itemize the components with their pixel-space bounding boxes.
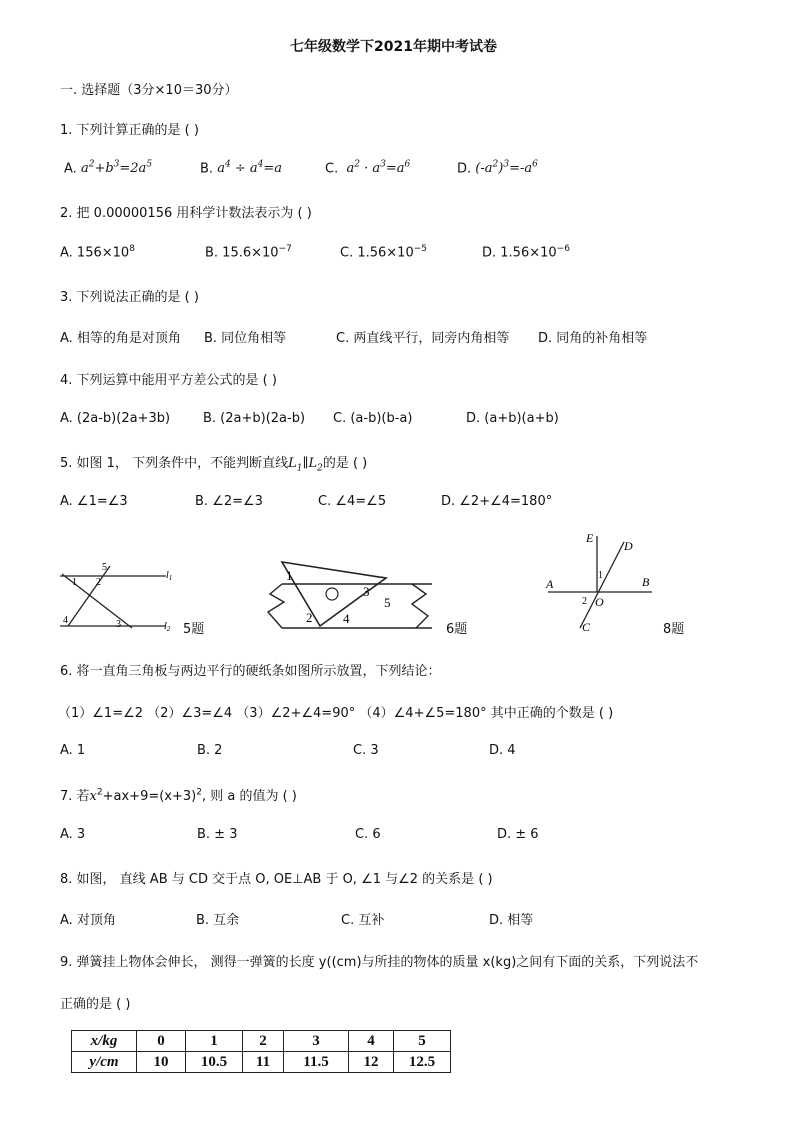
- figure-8-caption: 8题: [663, 622, 685, 637]
- fig5-label-3: 3: [116, 619, 121, 630]
- q5-option-d: D. ∠2+∠4=180°: [441, 494, 553, 509]
- table-cell: 11.5: [284, 1052, 349, 1073]
- q7-option-c: C. 6: [355, 827, 381, 842]
- table-cell: 3: [284, 1031, 349, 1052]
- question-2-stem: 2. 把 0.00000156 用科学计数法表示为 ( ): [60, 206, 312, 221]
- table-cell: 2: [243, 1031, 284, 1052]
- fig6-label-5: 5: [384, 595, 391, 610]
- fig5-label-2: 2: [96, 577, 101, 588]
- q3-option-b: B. 同位角相等: [204, 331, 287, 346]
- q2-option-c: C. $1.56\times 10^{-5}$: [340, 244, 428, 261]
- figure-5: [58, 560, 178, 632]
- table-row: [72, 1031, 451, 1052]
- table-cell: y/cm: [72, 1052, 137, 1073]
- question-3-stem: 3. 下列说法正确的是 ( ): [60, 290, 199, 305]
- q7-option-d: D. ± 6: [497, 827, 539, 842]
- table-cell: 1: [186, 1031, 243, 1052]
- table-cell: 4: [349, 1031, 394, 1052]
- question-7-stem: 7. 若$x^2+ax+9=(x+3)^2$, 则 a 的值为 ( ): [60, 787, 297, 804]
- table-cell: 11: [243, 1052, 284, 1073]
- figure-8: [540, 528, 660, 634]
- fig5-label-1: 1: [72, 577, 77, 588]
- fig8-label-2: 2: [582, 596, 587, 607]
- q5-option-a: A. ∠1=∠3: [60, 494, 128, 509]
- question-5-stem: 5. 如图 1， 下列条件中，不能判断直线$L_1\parallel L_2$的是 ( ): [60, 456, 368, 474]
- q5-option-c: C. ∠4=∠5: [318, 494, 387, 509]
- q2-option-b: B. $15.6\times 10^{-7}$: [205, 244, 292, 261]
- table-cell: 10: [137, 1052, 186, 1073]
- question-9-stem-cont: 正确的是 ( ): [60, 997, 131, 1012]
- fig5-label-5: 5: [102, 562, 107, 573]
- page-title: 七年级数学下2021年期中考试卷: [290, 39, 497, 55]
- fig8-label-B: B: [642, 575, 650, 589]
- fig8-label-D: D: [624, 539, 633, 553]
- table-cell: 5: [394, 1031, 451, 1052]
- table-cell: 12.5: [394, 1052, 451, 1073]
- question-8-stem: 8. 如图， 直线 AB 与 CD 交于点 O, OE⊥AB 于 O, ∠1 与∠2 的关系是 ( ): [60, 872, 493, 887]
- fig6-label-1: 1: [286, 568, 293, 583]
- table-cell: 0: [137, 1031, 186, 1052]
- fig6-label-4: 4: [343, 611, 350, 626]
- q7-option-a: A. 3: [60, 827, 86, 842]
- q2-option-d: D. $1.56\times 10^{-6}$: [482, 244, 570, 261]
- fig5-label-l1: $l_1$: [166, 570, 173, 582]
- q4-option-d: D. (a+b)(a+b): [466, 411, 559, 426]
- q8-option-d: D. 相等: [489, 913, 534, 928]
- q8-option-c: C. 互补: [341, 913, 385, 928]
- q8-option-a: A. 对顶角: [60, 913, 116, 928]
- question-4-stem: 4. 下列运算中能用平方差公式的是 ( ): [60, 373, 277, 388]
- q6-conditions: （1）∠1=∠2 （2）∠3=∠4 （3）∠2+∠4=90° （4）∠4+∠5=180° 其中正确的个数是 ( ): [58, 706, 614, 721]
- section-heading: 一. 选择题（3分×10＝30分）: [60, 83, 238, 98]
- question-9-stem: 9. 弹簧挂上物体会伸长， 测得一弹簧的长度 y((cm)与所挂的物体的质量 x(kg)之间有下面的关系，下列说法不: [60, 955, 699, 970]
- q3-option-d: D. 同角的补角相等: [538, 331, 648, 346]
- figure-5-caption: 5题: [183, 622, 205, 637]
- q6-option-b: B. 2: [197, 743, 223, 758]
- q7-option-b: B. ± 3: [197, 827, 238, 842]
- q4-option-b: B. (2a+b)(2a-b): [203, 411, 306, 426]
- spring-data-table: [71, 1030, 451, 1073]
- table-cell: x/kg: [72, 1031, 137, 1052]
- q5-option-b: B. ∠2=∠3: [195, 494, 263, 509]
- fig5-label-l2: $l_2$: [164, 621, 171, 632]
- figure-6: [262, 552, 442, 632]
- fig8-label-O: O: [595, 595, 604, 609]
- q1-option-c: C. $a^2 \cdot a^3=a^6$: [325, 160, 411, 177]
- q3-option-c: C. 两直线平行，同旁内角相等: [336, 331, 510, 346]
- q8-option-b: B. 互余: [196, 913, 240, 928]
- question-6-stem: 6. 将一直角三角板与两边平行的硬纸条如图所示放置，下列结论：: [60, 664, 441, 679]
- table-row: [72, 1052, 451, 1073]
- q6-option-c: C. 3: [353, 743, 379, 758]
- fig8-label-1: 1: [598, 570, 603, 581]
- table-cell: 10.5: [186, 1052, 243, 1073]
- q6-option-d: D. 4: [489, 743, 516, 758]
- fig5-label-4: 4: [63, 615, 68, 626]
- fig6-label-2: 2: [306, 610, 313, 625]
- figure-6-caption: 6题: [446, 622, 468, 637]
- q4-option-c: C. (a-b)(b-a): [333, 411, 413, 426]
- q1-option-b: B. $a^4 \div a^4=a$: [200, 160, 283, 177]
- fig8-label-E: E: [586, 531, 594, 545]
- q6-option-a: A. 1: [60, 743, 86, 758]
- q2-option-a: A. $156\times 10^8$: [60, 244, 135, 261]
- fig8-label-C: C: [582, 620, 591, 634]
- q3-option-a: A. 相等的角是对顶角: [60, 331, 181, 346]
- q4-option-a: A. (2a-b)(2a+3b): [60, 411, 171, 426]
- question-1-stem: 1. 下列计算正确的是 ( ): [60, 123, 199, 138]
- fig6-label-3: 3: [363, 584, 370, 599]
- table-cell: 12: [349, 1052, 394, 1073]
- q1-option-d: D. $(-a^2)^3=-a^6$: [457, 160, 538, 177]
- q1-option-a: A. $a^2+b^3=2a^5$: [64, 160, 153, 177]
- fig8-label-A: A: [546, 577, 554, 591]
